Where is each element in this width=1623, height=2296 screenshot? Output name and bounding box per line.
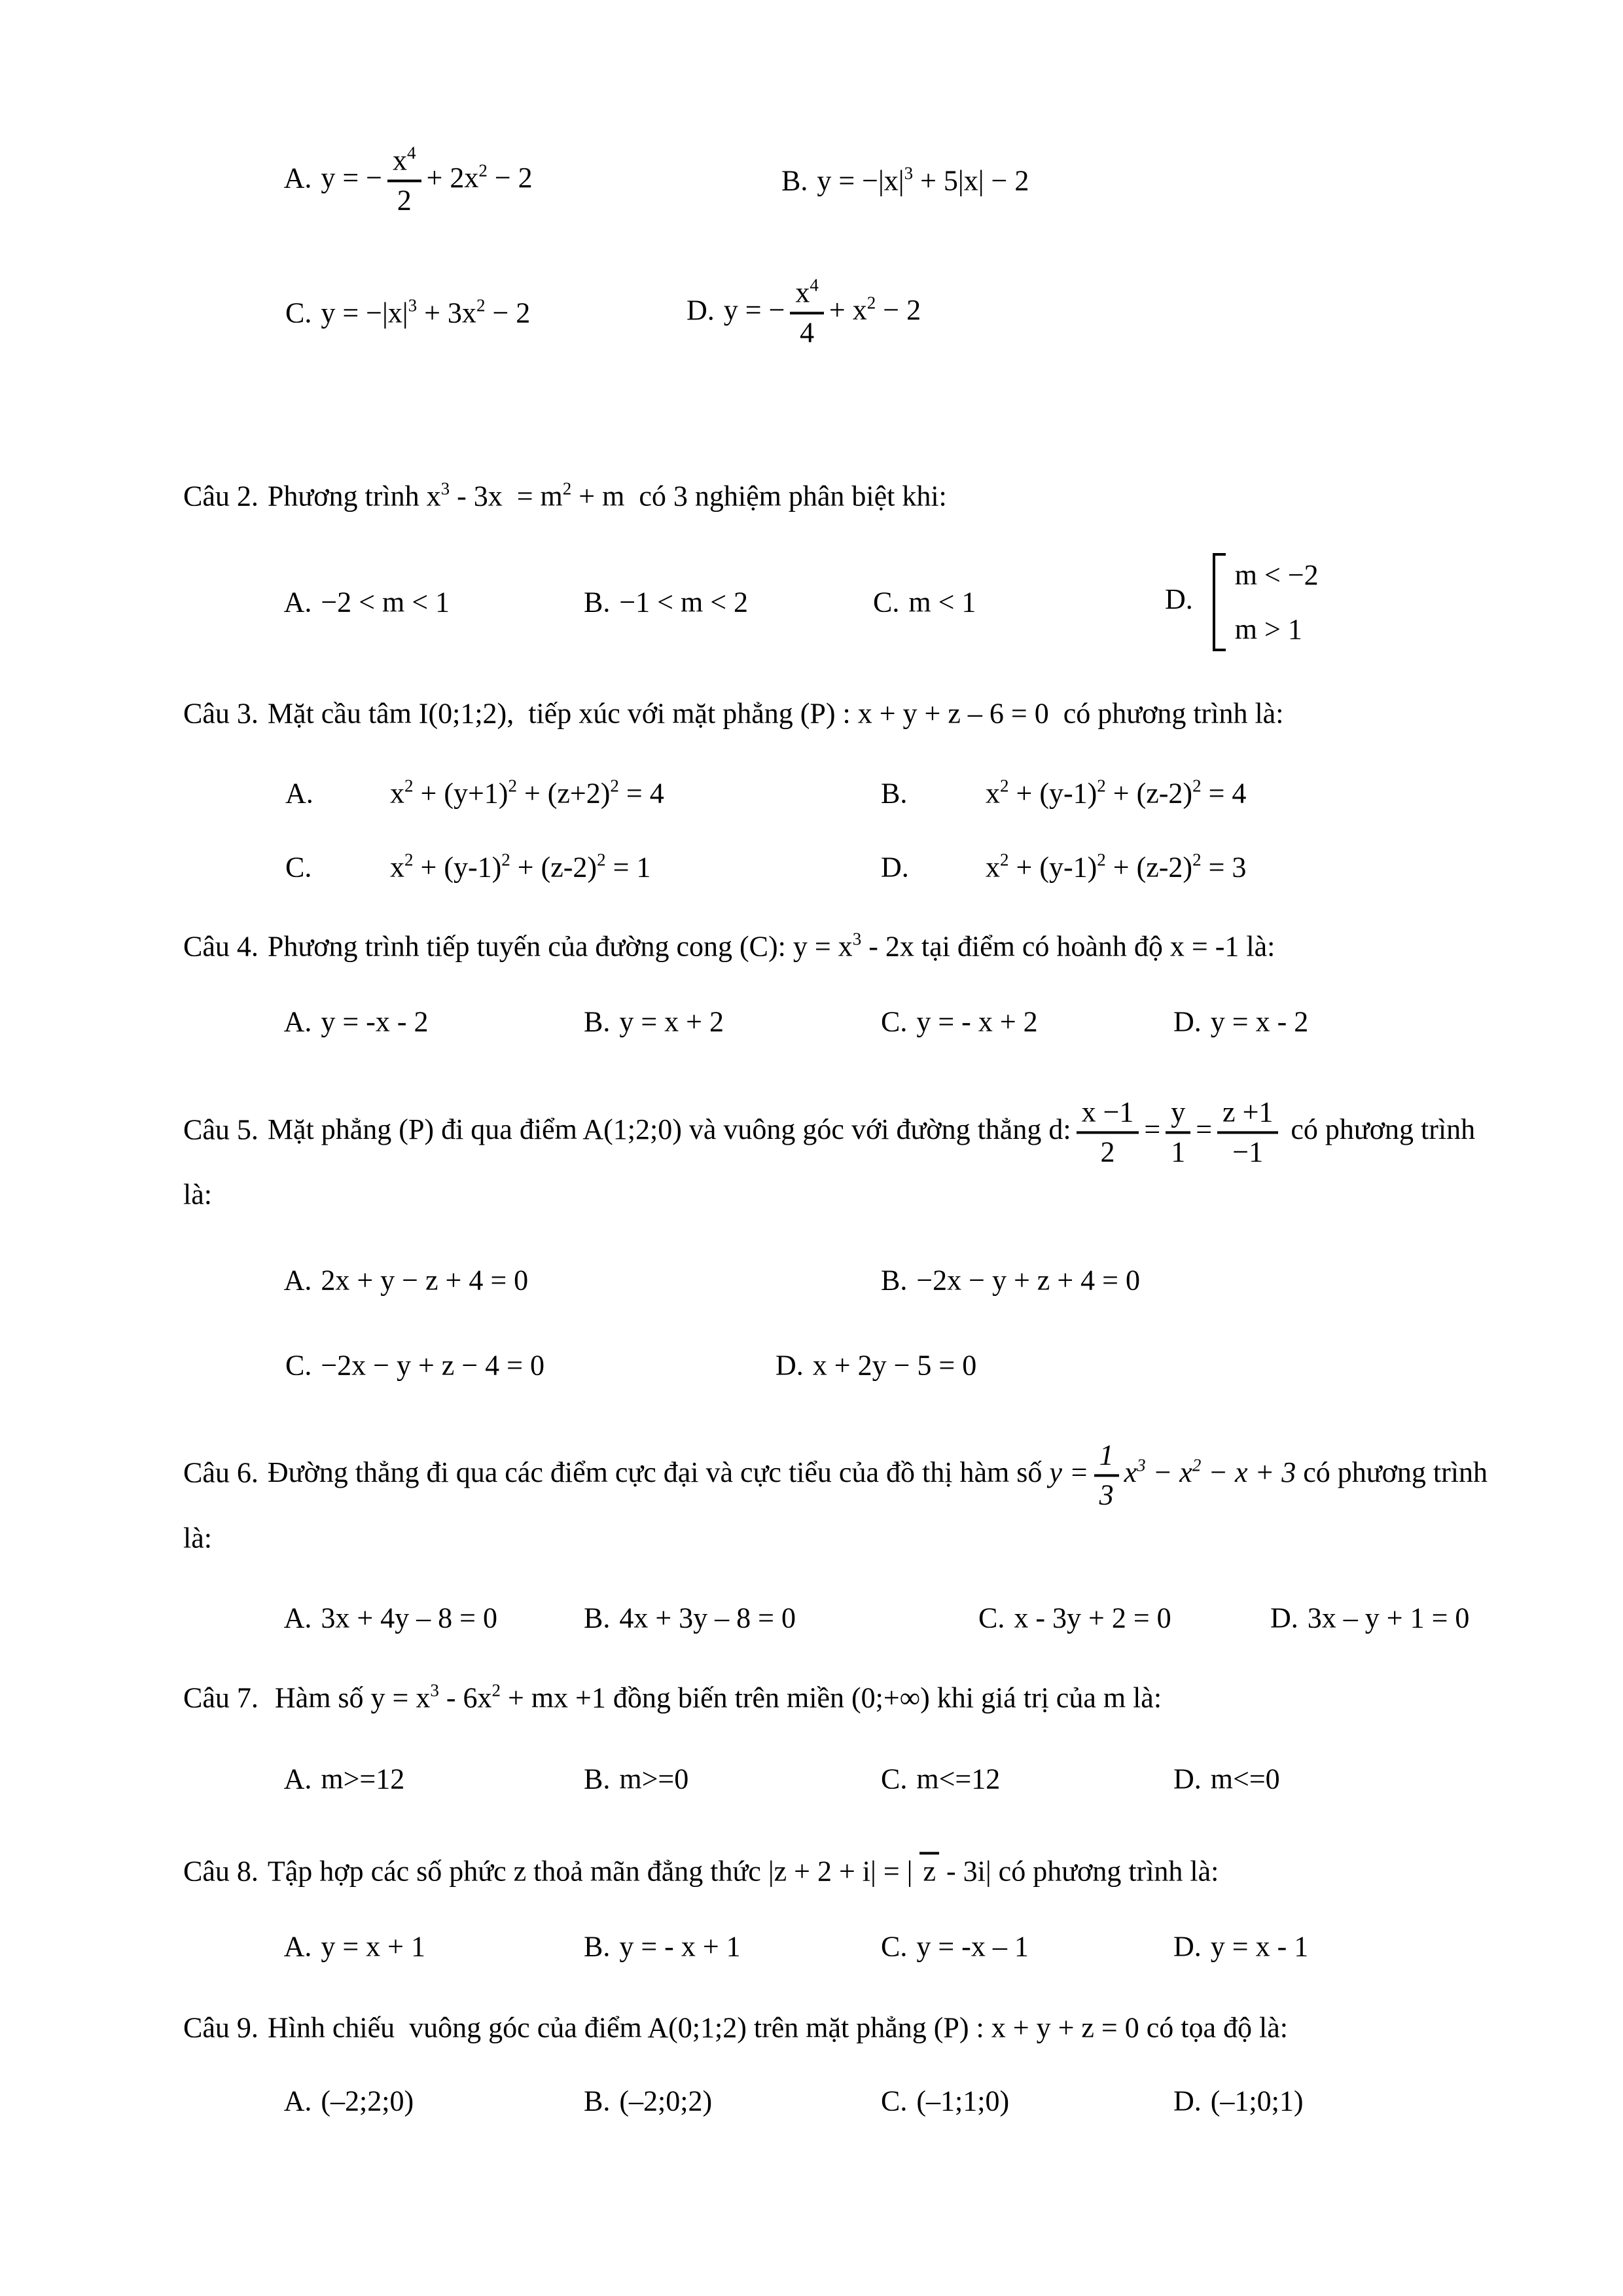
option-text: 2x + y − z + 4 = 0 xyxy=(321,1264,529,1297)
q1-option-a: A. y = − $\frac{x4}{2}$ + 2x2 − 2 xyxy=(283,143,533,216)
stem-text: có phương trình xyxy=(1283,1113,1476,1146)
q5-stem-cont xyxy=(154,1141,212,1249)
fraction xyxy=(387,144,421,217)
q9-option-b xyxy=(555,2047,712,2155)
stem-text: có phương trình xyxy=(1296,1456,1488,1489)
q4-stem: Câu 4. Phương trình tiếp tuyến của đường cong (C): y = x3 - 2x tại điểm có hoành độ x = -1 là: xyxy=(183,929,1275,963)
q2-option-b xyxy=(555,548,748,656)
option-text: −2x − y + z − 4 = 0 xyxy=(321,1349,544,1382)
stem-text: - 2x tại điểm có hoành độ x = -1 là: xyxy=(861,930,1275,963)
option-label: D. xyxy=(1173,1005,1202,1038)
question-number: Câu 7. xyxy=(183,1681,259,1714)
option-label: B. xyxy=(584,1763,611,1795)
formula-text: + (y-1) xyxy=(1008,851,1097,884)
option-label: C. xyxy=(881,1930,908,1963)
option-label: D. xyxy=(1173,1930,1202,1963)
fraction-denominator: 2 xyxy=(397,184,412,216)
option-label: D. xyxy=(1270,1602,1298,1634)
stem-text: là: xyxy=(183,1522,212,1554)
fraction-denominator: 1 xyxy=(1171,1136,1186,1168)
formula-text: y = xyxy=(1049,1456,1089,1489)
option-text: y = -x – 1 xyxy=(916,1930,1029,1963)
option-text: 3x + 4y – 8 = 0 xyxy=(321,1602,497,1634)
formula-text: = 4 xyxy=(1201,777,1247,810)
q1-option-c: C. y = −|x|3 + 3x2 − 2 xyxy=(285,295,531,329)
formula-text: x xyxy=(390,777,404,810)
option-label: B. xyxy=(881,1264,908,1297)
q6-option-d xyxy=(1241,1564,1469,1672)
formula-text: + (y-1) xyxy=(1008,777,1097,810)
option-text: −2x − y + z + 4 = 0 xyxy=(916,1264,1140,1297)
formula-text: + (y-1) xyxy=(413,851,502,884)
fraction xyxy=(1166,1096,1190,1168)
fraction-denominator: 4 xyxy=(800,316,815,348)
option-text: m<=12 xyxy=(916,1763,1001,1795)
option-text: 3x – y + 1 = 0 xyxy=(1307,1602,1470,1634)
option-label: B. xyxy=(584,1930,611,1963)
formula-text: y = − xyxy=(723,294,785,327)
option-label: B. xyxy=(881,777,908,810)
fraction xyxy=(1094,1439,1119,1511)
formula-text: = 1 xyxy=(605,851,651,884)
option-text: (–1;1;0) xyxy=(916,2085,1010,2117)
fraction-numerator: y xyxy=(1166,1096,1190,1134)
formula-text: + (z+2) xyxy=(516,777,611,810)
q5-stem xyxy=(154,1060,1475,1204)
stem-text: Hình chiếu vuông góc của điểm A(0;1;2) trên mặt phẳng (P) : x + y + z = 0 có tọa độ là: xyxy=(267,2011,1288,2044)
option-label: C. xyxy=(881,2085,908,2117)
option-text: x - 3y + 2 = 0 xyxy=(1014,1602,1171,1634)
option-label: B. xyxy=(584,1005,611,1038)
equals-sign: = xyxy=(1144,1113,1161,1146)
q2-stem: Câu 2. Phương trình x3 - 3x = m2 + m có 3 nghiệm phân biệt khi: xyxy=(183,478,947,512)
option-label: C. xyxy=(881,1005,908,1038)
option-text: y = x - 1 xyxy=(1210,1930,1309,1963)
stem-text: + mx +1 đồng biến trên miền (0;+∞) khi giá trị của m là: xyxy=(501,1681,1162,1714)
q3-option-d: D. x2 + (y-1)2 + (z-2)2 = 3 xyxy=(852,814,1246,922)
fraction xyxy=(1217,1096,1278,1168)
formula-text: + x xyxy=(829,294,867,327)
option-text: m<=0 xyxy=(1210,1763,1280,1795)
option-label: C. xyxy=(285,851,312,884)
formula-text: + (z-2) xyxy=(510,851,597,884)
stem-text: - 3x = m xyxy=(450,480,563,512)
stem-text: Tập hợp các số phức z thoả mãn đẳng thức |z + 2 + i| = | xyxy=(267,1855,920,1888)
question-number: Câu 6. xyxy=(183,1456,259,1489)
q3-option-c: C. x2 + (y-1)2 + (z-2)2 = 1 xyxy=(257,814,651,922)
fraction-numerator: x −1 xyxy=(1077,1096,1139,1134)
q7-stem: Câu 7. Hàm số y = x3 - 6x2 + mx +1 đồng biến trên miền (0;+∞) khi giá trị của m là: xyxy=(183,1680,1162,1714)
option-label: D. xyxy=(776,1349,804,1382)
option-label: B. xyxy=(781,164,808,197)
fraction-denominator: −1 xyxy=(1232,1136,1264,1168)
q1-option-b: B. y = −|x|3 + 5|x| − 2 xyxy=(781,163,1029,197)
system-bracket xyxy=(1213,553,1319,651)
formula-text: − x + 3 xyxy=(1201,1456,1296,1489)
equals-sign: = xyxy=(1196,1113,1213,1146)
formula-text: + 5|x| − 2 xyxy=(913,164,1029,197)
q3-option-b: B. x2 + (y-1)2 + (z-2)2 = 4 xyxy=(852,740,1246,848)
left-bracket xyxy=(1213,553,1226,651)
option-text: y = - x + 2 xyxy=(916,1005,1038,1038)
option-label: D. xyxy=(881,851,909,884)
option-text: m < 1 xyxy=(908,586,976,619)
option-text: y = x + 1 xyxy=(321,1930,425,1963)
case-line: m > 1 xyxy=(1234,613,1302,645)
formula-text: y = −|x| xyxy=(321,296,408,329)
option-label: A. xyxy=(283,1264,312,1297)
option-text: (–2;0;2) xyxy=(619,2085,713,2117)
stem-text: Mặt cầu tâm I(0;1;2), tiếp xúc với mặt phẳng (P) : x + y + z – 6 = 0 có phương trình là: xyxy=(267,697,1284,730)
option-text: −2 < m < 1 xyxy=(321,586,450,619)
stem-text: + m có 3 nghiệm phân biệt khi: xyxy=(571,480,947,512)
formula-text: + 3x xyxy=(417,296,476,329)
formula-text: = 3 xyxy=(1201,851,1247,884)
formula-text: x xyxy=(795,276,810,309)
option-label: C. xyxy=(881,1763,908,1795)
question-number: Câu 4. xyxy=(183,930,259,963)
question-number: Câu 8. xyxy=(183,1855,259,1888)
formula-text: − x xyxy=(1145,1456,1192,1489)
option-label: B. xyxy=(584,586,611,619)
option-label: A. xyxy=(283,586,312,619)
stem-text: - 6x xyxy=(438,1681,492,1714)
option-text: (–2;2;0) xyxy=(321,2085,414,2117)
formula-text: x xyxy=(1124,1456,1137,1489)
question-number: Câu 2. xyxy=(183,480,259,512)
z-conjugate: z xyxy=(919,1852,939,1887)
fraction-denominator: 2 xyxy=(1100,1136,1115,1168)
case-line: m < −2 xyxy=(1234,559,1319,591)
option-text: y = - x + 1 xyxy=(619,1930,741,1963)
q6-stem-cont xyxy=(154,1484,212,1592)
formula-text: + 2x xyxy=(426,162,479,194)
option-label: A. xyxy=(283,1763,312,1795)
q3-option-a: A. x2 + (y+1)2 + (z+2)2 = 4 xyxy=(257,740,664,848)
fraction xyxy=(1077,1096,1139,1168)
q2-option-a xyxy=(257,548,450,656)
q9-option-d xyxy=(1145,2047,1304,2155)
option-label: A. xyxy=(283,1005,312,1038)
option-text: y = x + 2 xyxy=(619,1005,724,1038)
stem-text: Mặt phẳng (P) đi qua điểm A(1;2;0) và vuông góc với đường thẳng d: xyxy=(267,1113,1071,1146)
fraction-numerator: 1 xyxy=(1094,1439,1119,1477)
option-label: A. xyxy=(283,2085,312,2117)
formula-text: + (y+1) xyxy=(413,777,508,810)
option-label: B. xyxy=(584,1602,611,1634)
formula-text: = 4 xyxy=(618,777,664,810)
option-label: C. xyxy=(978,1602,1005,1634)
fraction-numerator: x4 xyxy=(387,144,421,182)
fraction-numerator: x4 xyxy=(790,276,824,314)
formula-text: − 2 xyxy=(485,296,531,329)
option-label: A. xyxy=(283,1602,312,1634)
formula-text: y = −|x| xyxy=(817,164,904,197)
option-label: D. xyxy=(1173,1763,1202,1795)
option-text: x + 2y − 5 = 0 xyxy=(812,1349,977,1382)
q2-option-c xyxy=(844,548,976,656)
option-text: m>=12 xyxy=(321,1763,405,1795)
option-text: (–1;0;1) xyxy=(1210,2085,1304,2117)
bracket-lines xyxy=(1226,553,1319,651)
option-label: A. xyxy=(285,777,313,810)
formula-text: − 2 xyxy=(487,162,533,194)
option-label: C. xyxy=(285,1349,312,1382)
stem-text: là: xyxy=(183,1178,212,1211)
option-label: C. xyxy=(873,586,900,619)
formula-text: x xyxy=(986,777,1000,810)
fraction-numerator: z +1 xyxy=(1217,1096,1278,1134)
formula-text: + (z-2) xyxy=(1105,777,1193,810)
formula-text: x xyxy=(393,144,407,177)
option-text: −1 < m < 2 xyxy=(619,586,749,619)
stem-text: Đường thẳng đi qua các điểm cực đại và cực tiểu của đồ thị hàm số xyxy=(267,1456,1050,1489)
option-text: y = x - 2 xyxy=(1210,1005,1309,1038)
formula-text: − 2 xyxy=(876,294,921,327)
option-text: y = -x - 2 xyxy=(321,1005,429,1038)
option-label: B. xyxy=(584,2085,611,2117)
question-number: Câu 9. xyxy=(183,2011,259,2044)
fraction-denominator: 3 xyxy=(1099,1479,1114,1511)
option-text: 4x + 3y – 8 = 0 xyxy=(619,1602,796,1634)
fraction xyxy=(790,276,824,349)
option-label: C. xyxy=(285,296,312,329)
stem-text: - 3i| có phương trình là: xyxy=(938,1855,1219,1888)
option-label: D. xyxy=(1165,583,1193,616)
stem-text: Phương trình tiếp tuyến của đường cong (C): y = x xyxy=(267,930,853,963)
stem-text: Hàm số y = x xyxy=(267,1681,431,1714)
q9-option-a xyxy=(257,2047,414,2155)
formula-text: y = − xyxy=(321,162,382,194)
formula-text: x xyxy=(390,851,404,884)
option-label: D. xyxy=(687,294,715,327)
formula-text: + (z-2) xyxy=(1105,851,1193,884)
formula-text: x xyxy=(986,851,1000,884)
q9-option-c xyxy=(852,2047,1009,2155)
option-text: m>=0 xyxy=(619,1763,689,1795)
q6-stem: Câu 6. Đường thẳng đi qua các điểm cực đại và cực tiểu của đồ thị hàm số y = $\frac{1}{3}$ x3 − x2 − x + 3 có phương trình xyxy=(183,1439,1488,1511)
option-label: D. xyxy=(1173,2085,1202,2117)
option-label: A. xyxy=(283,162,312,194)
question-number: Câu 5. xyxy=(183,1113,259,1146)
stem-text: Phương trình x xyxy=(267,480,441,512)
question-number: Câu 3. xyxy=(183,697,259,730)
option-label: A. xyxy=(283,1930,312,1963)
q1-option-d: D. y = − $\frac{x4}{4}$ + x2 − 2 xyxy=(687,275,921,348)
